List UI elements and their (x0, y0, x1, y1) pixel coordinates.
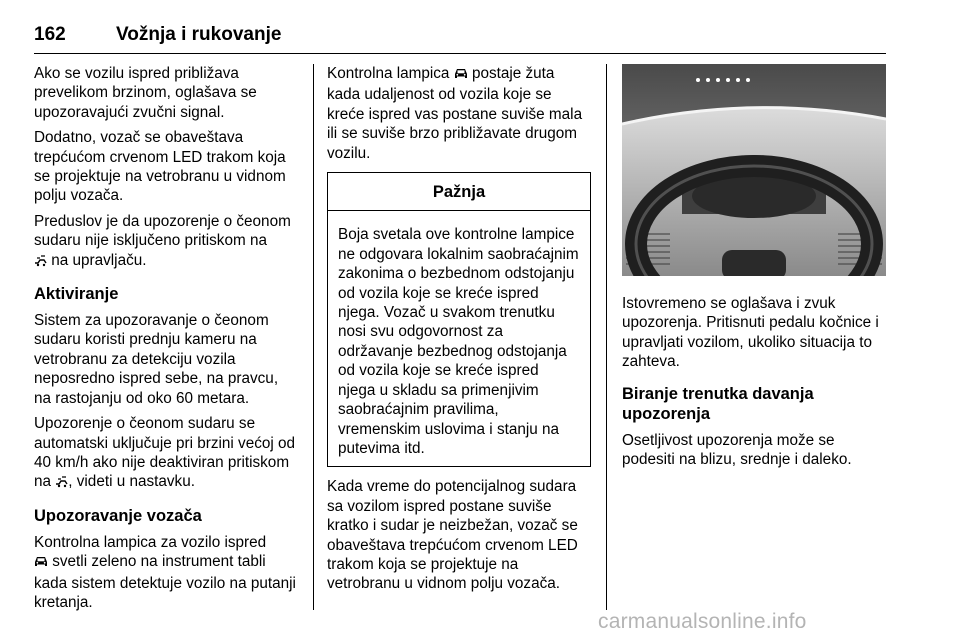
column-middle (327, 64, 591, 600)
warning-text: Boja svetala ove kontrolne lampice ne odgovara lokalnim saobraćajnim zakonima o bezbednom odstojanju od vozila koje se kreće ispred njega. Vozač u svakom trenutku nosi svu odgovornost za održavanje bezbednog odstojanja od vozila koje se kreće ispred njega u skladu sa primenjivim saobraćajnim pravilima, vremenskim uslovima i stanju na putevima itd. (338, 226, 579, 457)
column-divider (606, 64, 607, 610)
paragraph: Kontrolna lampica za vozilo ispred svetli zeleno na instrument tabli kada sistem detektuje vozilo na putanji kretanja. (34, 533, 296, 611)
column-left (34, 64, 298, 618)
paragraph: Dodatno, vozač se obaveštava trepćućom crvenom LED trakom koja se projektuje na vetrobranu u vidnom polju vozača. (34, 129, 286, 205)
page-number: 162 (34, 24, 66, 45)
warning-box (327, 172, 591, 467)
paragraph: Osetljivost upozorenja može se podesiti na blizu, srednje i daleko. (622, 431, 852, 469)
section-heading: Upozoravanje vozača (34, 506, 202, 525)
paragraph: Upozorenje o čeonom sudaru se automatski uključuje pri brzini većoj od 40 km/h ako nije deaktiviran pritiskom na , videti u nastavku. (34, 414, 298, 494)
paragraph: Sistem za upozoravanje o čeonom sudaru koristi prednju kameru na vetrobranu za detekciju vozila neposredno ispred sebe, na pravcu, na rastojanju od oko 60 metara. (34, 312, 279, 407)
watermark: carmanualsonline.info (598, 610, 807, 633)
column-divider (313, 64, 314, 610)
paragraph: Istovremeno se oglašava i zvuk upozorenja. Pritisnuti pedalu kočnice i upravljati vozilom, ukoliko situacija to zahteva. (622, 295, 879, 371)
column-right (622, 64, 886, 475)
car-distance-button-icon (34, 253, 47, 272)
section-heading: Aktiviranje (34, 285, 119, 304)
car-front-icon (34, 554, 48, 573)
dashboard-illustration (622, 64, 886, 276)
car-distance-button-icon (55, 474, 68, 493)
paragraph: Preduslov je da upozorenje o čeonom sudaru nije isključeno pritiskom na na upravljaču. (34, 212, 298, 272)
warning-title: Pažnja (328, 173, 590, 211)
car-front-icon (454, 66, 468, 85)
paragraph: Ako se vozilu ispred približava prevelikom brzinom, oglašava se upozoravajući zvučni signal. (34, 65, 257, 121)
chapter-title: Vožnja i rukovanje (116, 24, 282, 45)
paragraph: Kontrolna lampica postaje žuta kada udaljenost od vozila koje se kreće ispred vas postane suviše mala ili se suviše brzo približavate drugom vozilu. (327, 65, 583, 162)
page-header (34, 24, 886, 54)
paragraph: Kada vreme do potencijalnog sudara sa vozilom ispred postane suviše kratko i sudar je neizbežan, vozač se obaveštava trepćućom crvenom LED trakom koja se projektuje na vetrobranu u vidnom polju vozača. (327, 478, 578, 593)
section-heading: Biranje trenutka davanja upozorenja (622, 384, 814, 423)
